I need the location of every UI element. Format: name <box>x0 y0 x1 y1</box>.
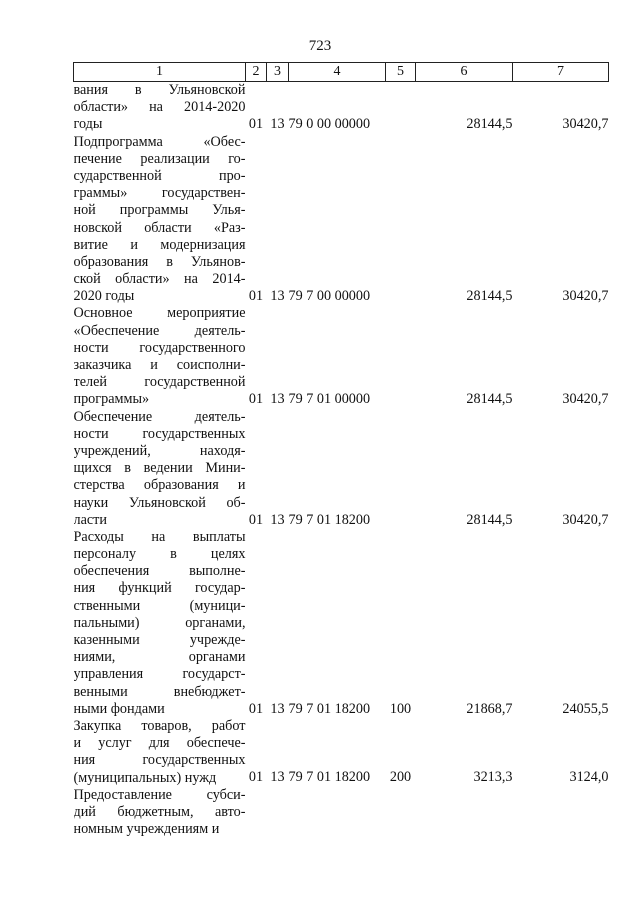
column-header: 5 <box>386 63 416 82</box>
row-name-line: витие и модернизация <box>73 236 246 253</box>
row-name-line: Обеспечение деятель- <box>73 408 246 425</box>
row-name-line: Расходы на выплаты <box>73 528 246 545</box>
row-name-line: телей государственной <box>73 374 246 391</box>
row-name-line: ласти <box>73 511 107 528</box>
column-header: 6 <box>416 63 513 82</box>
amount-col7: 30420,7 <box>562 288 609 305</box>
row-name-line: венными внебюджет- <box>73 683 246 700</box>
row-name <box>74 787 246 839</box>
row-name-line: годы <box>73 116 103 133</box>
target-article-code: 79 7 01 18200 <box>288 511 371 528</box>
row-name-line: программы» <box>73 391 150 408</box>
row-name-line: образования в Ульянов- <box>73 253 246 270</box>
row-name-line: ными фондами <box>73 700 165 717</box>
column-header: 7 <box>513 63 609 82</box>
row-name-line: новской области «Раз- <box>73 219 246 236</box>
amount-col6: 3213,3 <box>473 769 513 786</box>
target-article-code: 79 7 01 18200 <box>288 769 371 786</box>
row-name <box>74 409 246 529</box>
row-name <box>74 134 246 306</box>
target-article-code: 79 7 01 00000 <box>288 391 371 408</box>
row-name-line: ственными (муници- <box>73 597 246 614</box>
row-name-line: области» на 2014-2020 <box>73 99 246 116</box>
column-header: 4 <box>289 63 386 82</box>
amount-col7: 30420,7 <box>562 511 609 528</box>
row-name-line: печение реализации го- <box>73 150 246 167</box>
amount-col6: 28144,5 <box>466 288 513 305</box>
amount-col6: 28144,5 <box>466 391 513 408</box>
expense-type-code: 100 <box>389 700 412 717</box>
row-name-line: граммы» государствен- <box>73 185 246 202</box>
target-article-code <box>289 787 386 839</box>
target-article-code: 79 7 00 00000 <box>288 288 371 305</box>
table-row <box>74 409 609 529</box>
amount-col7: 30420,7 <box>562 391 609 408</box>
row-name-line: вания в Ульяновской <box>73 82 246 98</box>
section-code: 01 <box>248 511 264 528</box>
row-name-line: ниями, органами <box>73 649 246 666</box>
subsection-code: 13 <box>270 391 285 408</box>
amount-col6 <box>416 787 513 839</box>
section-code: 01 <box>248 769 264 786</box>
expense-type-code: 200 <box>389 769 412 786</box>
target-article-code: 79 7 01 18200 <box>288 700 371 717</box>
column-header: 1 <box>74 63 246 82</box>
row-name-line: ности государственного <box>73 339 246 356</box>
row-name-line: Основное мероприятие <box>73 305 246 322</box>
table-header-row <box>74 63 609 82</box>
amount-col7: 30420,7 <box>562 116 609 133</box>
budget-table <box>73 62 609 838</box>
row-name-line: дий бюджетным, авто- <box>73 803 246 820</box>
section-code <box>246 787 267 839</box>
subsection-code: 13 <box>270 769 285 786</box>
subsection-code: 13 <box>270 700 285 717</box>
row-name-line: (муниципальных) нужд <box>73 769 217 786</box>
target-article-code: 79 0 00 00000 <box>288 116 371 133</box>
row-name-line: номным учреждениям и <box>73 821 220 838</box>
row-name-line: Закупка товаров, работ <box>73 717 246 734</box>
subsection-code: 13 <box>270 288 285 305</box>
page-number: 723 <box>308 38 332 54</box>
subsection-code <box>267 787 289 839</box>
row-name-line: заказчика и соисполни- <box>73 357 246 373</box>
section-code: 01 <box>248 288 264 305</box>
row-name <box>74 718 246 787</box>
expense-type-code <box>386 82 416 134</box>
row-name-line: обеспечения выполне- <box>73 563 246 580</box>
expense-type-code <box>386 787 416 839</box>
expense-type-code <box>386 409 416 529</box>
row-name-line: щихся в ведении Мини- <box>73 460 246 477</box>
expense-type-code <box>386 134 416 306</box>
row-name-line: и услуг для обеспече- <box>73 735 246 752</box>
table-row <box>74 529 609 718</box>
amount-col6: 21868,7 <box>466 700 513 717</box>
row-name-line: казенными учрежде- <box>73 632 246 648</box>
row-name-line: «Обеспечение деятель- <box>73 322 246 339</box>
row-name-line: Подпрограмма «Обес- <box>73 133 246 150</box>
row-name-line: учреждений, находя- <box>73 442 246 459</box>
amount-col7: 3124,0 <box>569 769 609 786</box>
row-name <box>74 305 246 408</box>
row-name-line: пальными) органами, <box>73 614 246 631</box>
amount-col7 <box>513 787 609 839</box>
row-name-line: науки Ульяновской об- <box>73 494 246 511</box>
amount-col7: 24055,5 <box>562 700 609 717</box>
row-name-line: сударственной про- <box>73 167 246 184</box>
row-name-line: ния функций государ- <box>73 580 246 597</box>
row-name-line: персоналу в целях <box>73 546 246 563</box>
row-name-line: ности государственных <box>73 425 246 442</box>
section-code: 01 <box>248 700 264 717</box>
row-name <box>74 82 246 134</box>
row-name <box>74 529 246 718</box>
row-name-line: управления государст- <box>73 666 246 683</box>
row-name-line: ния государственных <box>73 752 246 769</box>
subsection-code: 13 <box>270 116 285 133</box>
row-name-line: ной программы Улья- <box>73 202 246 219</box>
row-name-line: стерства образования и <box>73 477 246 494</box>
table-row <box>74 134 609 306</box>
table-body <box>74 82 609 839</box>
subsection-code: 13 <box>270 511 285 528</box>
amount-col6: 28144,5 <box>466 511 513 528</box>
table-row <box>74 305 609 408</box>
table-row <box>74 718 609 787</box>
table-row <box>74 787 609 839</box>
section-code: 01 <box>248 116 264 133</box>
column-header: 2 <box>246 63 267 82</box>
row-name-line: ской области» на 2014- <box>73 271 246 288</box>
row-name-line: 2020 годы <box>73 288 135 305</box>
row-name-line: Предоставление субси- <box>73 786 246 803</box>
amount-col6: 28144,5 <box>466 116 513 133</box>
expense-type-code <box>386 305 416 408</box>
section-code: 01 <box>248 391 264 408</box>
table-row <box>74 82 609 134</box>
column-header: 3 <box>267 63 289 82</box>
